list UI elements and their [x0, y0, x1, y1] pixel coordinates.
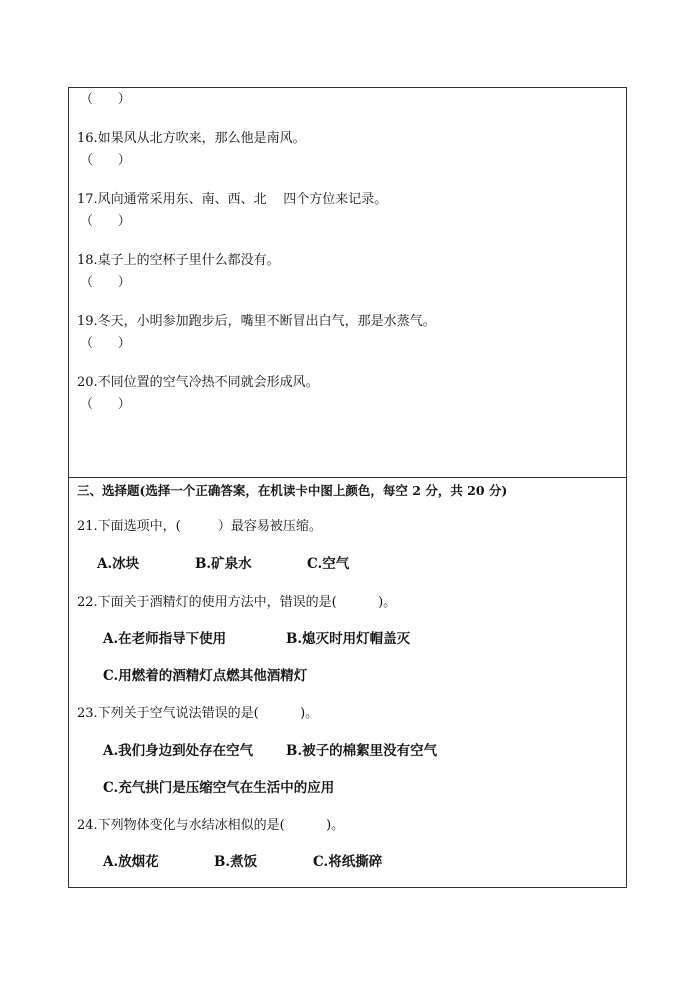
- question-19: 19.冬天，小明参加跑步后，嘴里不断冒出白气，那是水蒸气。: [77, 314, 436, 329]
- answer-blank: （ ）: [80, 153, 131, 168]
- option-21-a: A.冰块: [97, 556, 140, 572]
- answer-blank: （ ）: [80, 397, 131, 412]
- question-20: 20.不同位置的空气冷热不同就会形成风。: [77, 375, 319, 390]
- option-23-b: B.被子的棉絮里没有空气: [286, 743, 438, 759]
- option-22-c: C.用燃着的酒精灯点燃其他酒精灯: [103, 668, 308, 684]
- question-16: 16.如果风从北方吹来，那么他是南风。: [77, 131, 306, 146]
- question-17: 17.风向通常采用东、南、西、北 四个方位来记录。: [77, 192, 388, 207]
- section-divider: [68, 477, 627, 478]
- question-24: 24.下列物体变化与水结冰相似的是( )。: [77, 818, 345, 833]
- question-23: 23.下列关于空气说法错误的是( )。: [77, 706, 319, 721]
- option-23-a: A.我们身边到处存在空气: [103, 743, 254, 759]
- answer-blank: （ ）: [80, 336, 131, 351]
- option-24-a: A.放烟花: [103, 854, 159, 870]
- option-24-c: C.将纸撕碎: [313, 854, 383, 870]
- question-18: 18.桌子上的空杯子里什么都没有。: [77, 253, 280, 268]
- question-21: 21.下面选项中，( ）最容易被压缩。: [77, 519, 322, 534]
- option-23-c: C.充气拱门是压缩空气在生活中的应用: [103, 780, 335, 796]
- option-21-b: B.矿泉水: [195, 556, 252, 572]
- question-22: 22.下面关于酒精灯的使用方法中，错误的是( )。: [77, 595, 397, 610]
- answer-blank: （ ）: [80, 92, 131, 107]
- section-heading-choice: 三、选择题(选择一个正确答案，在机读卡中图上颜色，每空 2 分，共 20 分): [77, 483, 508, 498]
- option-22-b: B.熄灭时用灯帽盖灭: [286, 631, 411, 647]
- option-24-b: B.煮饭: [214, 854, 258, 870]
- option-21-c: C.空气: [307, 556, 350, 572]
- option-22-a: A.在老师指导下使用: [103, 631, 227, 647]
- answer-blank: （ ）: [80, 214, 131, 229]
- answer-blank: （ ）: [80, 275, 131, 290]
